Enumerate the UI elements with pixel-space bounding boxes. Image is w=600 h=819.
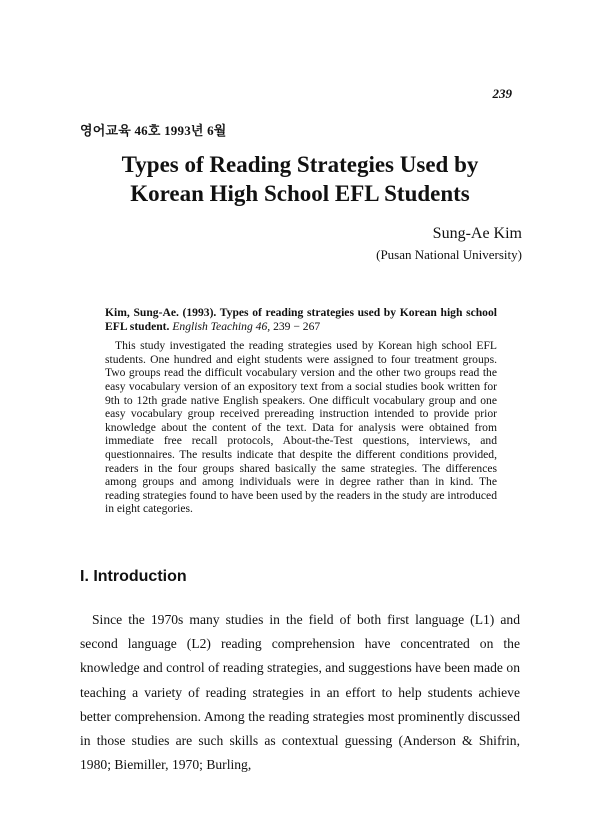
citation: [105, 306, 497, 333]
title-line-1: Types of Reading Strategies Used by: [121, 152, 479, 177]
author-name: Sung-Ae Kim: [432, 225, 522, 242]
journal-info: 영어교육 46호 1993년 6월: [80, 123, 227, 138]
author-affiliation: (Pusan National University): [376, 247, 522, 262]
abstract-block: [105, 306, 497, 516]
section-heading-introduction: I. Introduction: [80, 568, 187, 585]
citation-pages: 239 − 267: [273, 319, 321, 333]
title-line-2: Korean High School EFL Students: [130, 181, 470, 206]
abstract-text: This study investigated the reading strategies used by Korean high school EFL students. One hundred and eight students were assigned to four treatment groups. Two groups read the difficult vocabulary version and the other two groups read the easy vocabulary version of an expository text from a social studies book written for 9th to 12th grade native English speakers. One difficult vocabulary group and one easy vocabulary group received prereading instruction intended to provide prior knowledge about the content of the text. Data for analysis were obtained from immediate free recall protocols, About-the-Test questions, interviews, and questionnaires. The results indicate that despite the different conditions provided, readers in the four groups shared basically the same strategies. The differences among groups and among individuals were in degree rather than in kind. The reading strategies found to have been used by the readers in the study are introduced in eight categories.: [105, 339, 497, 516]
citation-authors-title: Kim, Sung-Ae. (1993). Types of reading strategies used by Korean high school EFL student.: [105, 306, 497, 333]
citation-journal: English Teaching 46,: [172, 319, 271, 333]
introduction-paragraph: Since the 1970s many studies in the field of both first language (L1) and second language (L2) reading comprehension have concentrated on the knowledge and control of reading strategies, and suggestions have been made on teaching a variety of reading strategies in an effort to help students achieve better comprehension. Among the reading strategies most prominently discussed in those studies are such skills as contextual guessing (Anderson & Shifrin, 1980; Biemiller, 1970; Burling,: [80, 612, 520, 773]
page-number: 239: [492, 86, 512, 101]
paper-title: [0, 150, 600, 208]
